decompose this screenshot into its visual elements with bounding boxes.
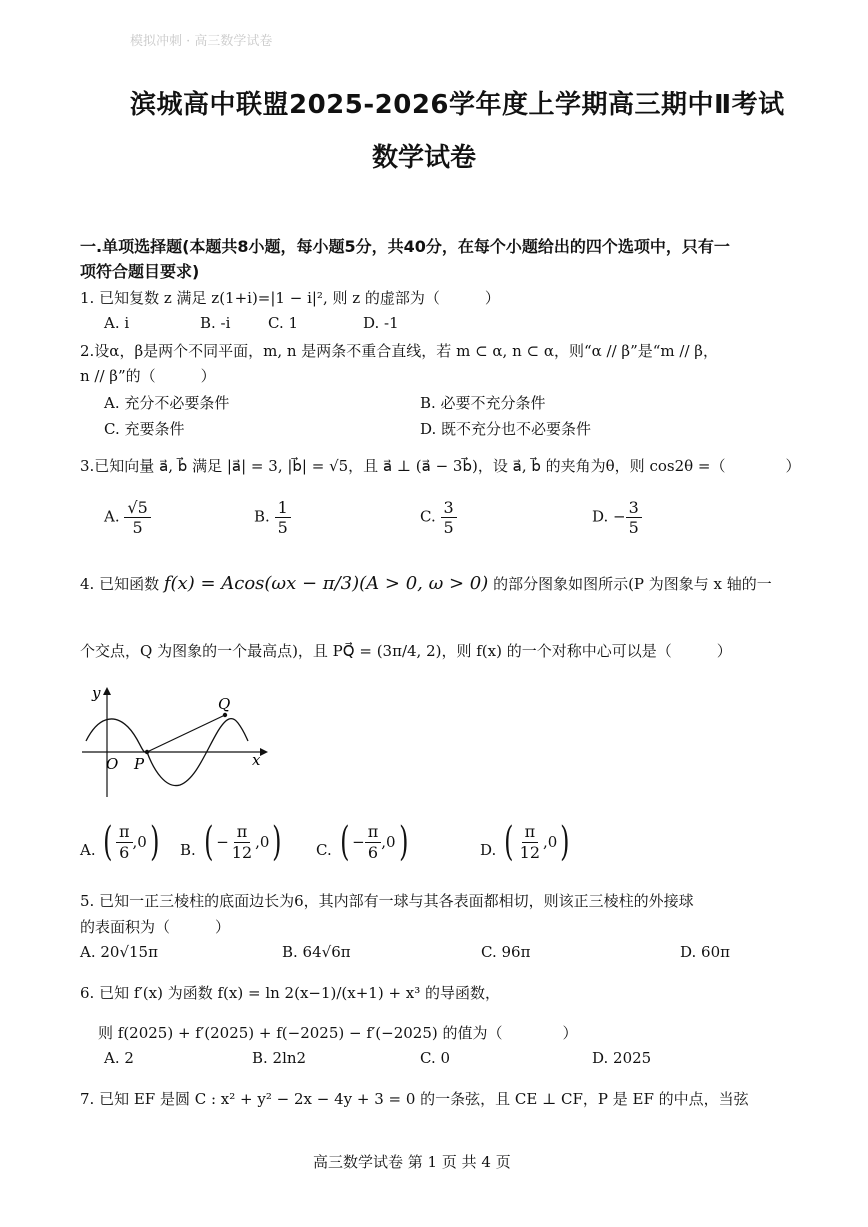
exam-title: 滨城高中联盟2025-2026学年度上学期高三期中Ⅱ考试	[130, 90, 785, 120]
point-q-label: Q	[218, 695, 231, 713]
question-7-line1: 7. 已知 EF 是圆 C : x² + y² − 2x − 4y + 3 = 0 的一条弦，且 CE ⊥ CF，P 是 EF 的中点，当弦	[80, 1090, 749, 1108]
section-heading-line1: 一.单项选择题(本题共8小题，每小题5分，共40分，在每个小题给出的四个选项中，只有一	[80, 237, 730, 256]
question-4-line2: 个交点，Q 为图象的一个最高点)，且 PQ⃗ = (3π/4, 2)，则 f(x) 的一个对称中心可以是（ ）	[80, 642, 732, 660]
question-2-option-d: D. 既不充分也不必要条件	[420, 420, 592, 438]
point-q	[223, 713, 227, 717]
question-6-option-d: D. 2025	[592, 1049, 652, 1067]
question-2-option-a: A. 充分不必要条件	[104, 394, 230, 412]
x-axis-arrow	[260, 748, 268, 756]
question-1-option-a: A. i	[104, 314, 130, 332]
question-5-option-d: D. 60π	[680, 943, 730, 961]
point-p	[145, 750, 149, 754]
y-axis-label: y	[92, 685, 101, 702]
question-5-line2: 的表面积为（ ）	[80, 918, 231, 936]
faint-header: 模拟冲刺 · 高三数学试卷	[130, 34, 273, 49]
question-1-option-d: D. -1	[363, 314, 399, 332]
sine-graph	[80, 685, 270, 800]
question-2-option-c: C. 充要条件	[104, 420, 185, 438]
question-6-option-c: C. 0	[420, 1049, 451, 1067]
question-2-option-b: B. 必要不充分条件	[420, 394, 546, 412]
question-4-option-b: B. ( − $\frac{\pi}{12}$ ,0 )	[180, 819, 282, 865]
question-6-line2: 则 f(2025) + f′(2025) + f(−2025) − f′(−2025) 的值为（ ）	[98, 1024, 578, 1042]
x-axis-label: x	[252, 751, 261, 769]
question-6-option-b: B. 2ln2	[252, 1049, 307, 1067]
question-2-line2: n // β”的（ ）	[80, 367, 216, 385]
question-6-line1: 6. 已知 f′(x) 为函数 f(x) = ln 2(x−1)/(x+1) + x³ 的导函数，	[80, 984, 501, 1002]
y-axis-arrow	[103, 687, 111, 695]
section-heading-line2: 项符合题目要求)	[80, 262, 200, 281]
question-3-option-b: B. $\frac{1}{5}$	[254, 498, 291, 537]
segment-pq	[147, 715, 225, 752]
exam-subtitle: 数学试卷	[372, 143, 477, 173]
question-4-line1: 4. 已知函数 f(x) = Acos(ωx − π/3)(A > 0, ω > 0) 的部分图象如图所示(P 为图象与 x 轴的一	[80, 573, 772, 594]
question-3-stem: 3.已知向量 a⃗, b⃗ 满足 |a⃗| = 3, |b⃗| = √5，且 a⃗ ⊥ (a⃗ − 3b⃗)，设 a⃗, b⃗ 的夹角为θ，则 cos2θ =（ ）	[80, 457, 801, 475]
question-5-option-a: A. 20√15π	[80, 943, 158, 961]
question-4-option-d: D. ( $\frac{\pi}{12}$ ,0 )	[480, 819, 570, 865]
question-1-stem: 1. 已知复数 z 满足 z(1+i)=|1 − i|², 则 z 的虚部为（ ）	[80, 289, 500, 307]
page-footer: 高三数学试卷 第 1 页 共 4 页	[313, 1153, 511, 1171]
question-5-option-b: B. 64√6π	[282, 943, 351, 961]
question-1-option-c: C. 1	[268, 314, 299, 332]
question-3-option-d: D. − $\frac{3}{5}$	[592, 498, 642, 537]
question-6-option-a: A. 2	[104, 1049, 134, 1067]
question-1-option-b: B. -i	[200, 314, 231, 332]
question-3-option-c: C. $\frac{3}{5}$	[420, 498, 457, 537]
question-3-option-a: A. $\frac{√5}{5}$	[104, 498, 151, 537]
question-5-line1: 5. 已知一正三棱柱的底面边长为6，其内部有一球与其各表面都相切，则该正三棱柱的外接球	[80, 892, 694, 910]
point-p-label: P	[134, 755, 145, 773]
question-4-option-c: C. ( − $\frac{\pi}{6}$ ,0 )	[316, 819, 409, 865]
origin-label: O	[106, 755, 119, 773]
question-2-line1: 2.设α，β是两个不同平面，m, n 是两条不重合直线，若 m ⊂ α, n ⊂ α，则“α // β”是“m // β，	[80, 342, 718, 360]
question-4-option-a: A. ( $\frac{\pi}{6}$ ,0 )	[80, 819, 160, 865]
question-5-option-c: C. 96π	[481, 943, 531, 961]
